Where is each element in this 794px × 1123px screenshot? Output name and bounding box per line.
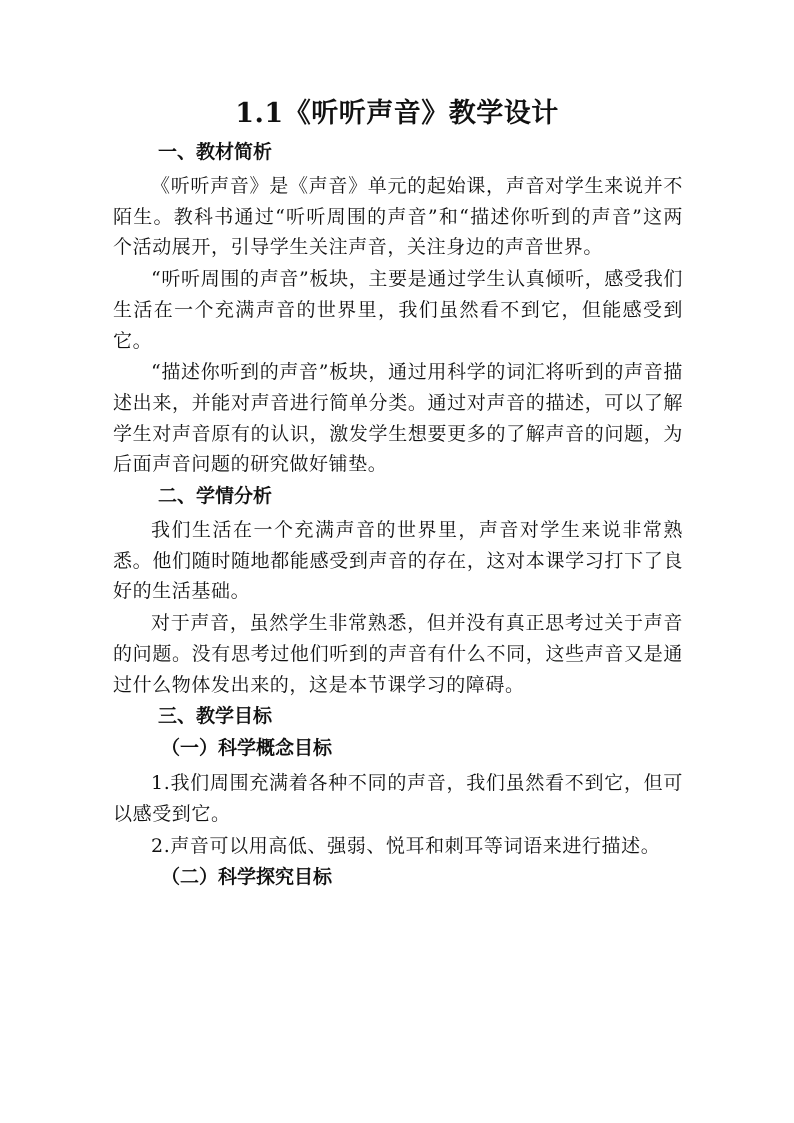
paragraph-textbook-intro: 《听听声音》是《声音》单元的起始课，声音对学生来说并不陌生。教科书通过“听听周围的声音”和“描述你听到的声音”这两个活动展开，引导学生关注声音，关注身边的声音世界。 xyxy=(113,175,683,259)
document-title: 1.1《听听声音》教学设计 xyxy=(235,98,559,129)
document-body xyxy=(113,137,683,893)
goal-item-1: 1.我们周围充满着各种不同的声音，我们虽然看不到它，但可以感受到它。 xyxy=(113,772,683,825)
section-heading-teaching-goals: 三、教学目标 xyxy=(158,705,273,728)
paragraph-listen-surroundings: “听听周围的声音”板块，主要是通过学生认真倾听，感受我们生活在一个充满声音的世界里，我们虽然看不到它，但能感受到它。 xyxy=(113,268,683,352)
subheading-science-inquiry-goals: （二）科学探究目标 xyxy=(161,866,333,889)
goal-item-2: 2.声音可以用高低、强弱、悦耳和刺耳等词语来进行描述。 xyxy=(151,834,661,857)
paragraph-learner-obstacle: 对于声音，虽然学生非常熟悉，但并没有真正思考过关于声音的问题。没有思考过他们听到的声音有什么不同，这些声音又是通过什么物体发出来的，这是本节课学习的障碍。 xyxy=(113,612,683,696)
section-heading-textbook-analysis: 一、教材简析 xyxy=(158,141,273,163)
paragraph-describe-sounds: “描述你听到的声音”板块，通过用科学的词汇将听到的声音描述出来，并能对声音进行简单分类。通过对声音的描述，可以了解学生对声音原有的认识，激发学生想要更多的了解声音的问题，为后面声音问题的研究做好铺垫。 xyxy=(113,361,683,476)
paragraph-learner-familiarity: 我们生活在一个充满声音的世界里，声音对学生来说非常熟悉。他们随时随地都能感受到声音的存在，这对本课学习打下了良好的生活基础。 xyxy=(113,519,683,603)
subheading-science-concept-goals: （一）科学概念目标 xyxy=(161,737,333,760)
section-heading-learner-analysis: 二、学情分析 xyxy=(158,485,273,508)
